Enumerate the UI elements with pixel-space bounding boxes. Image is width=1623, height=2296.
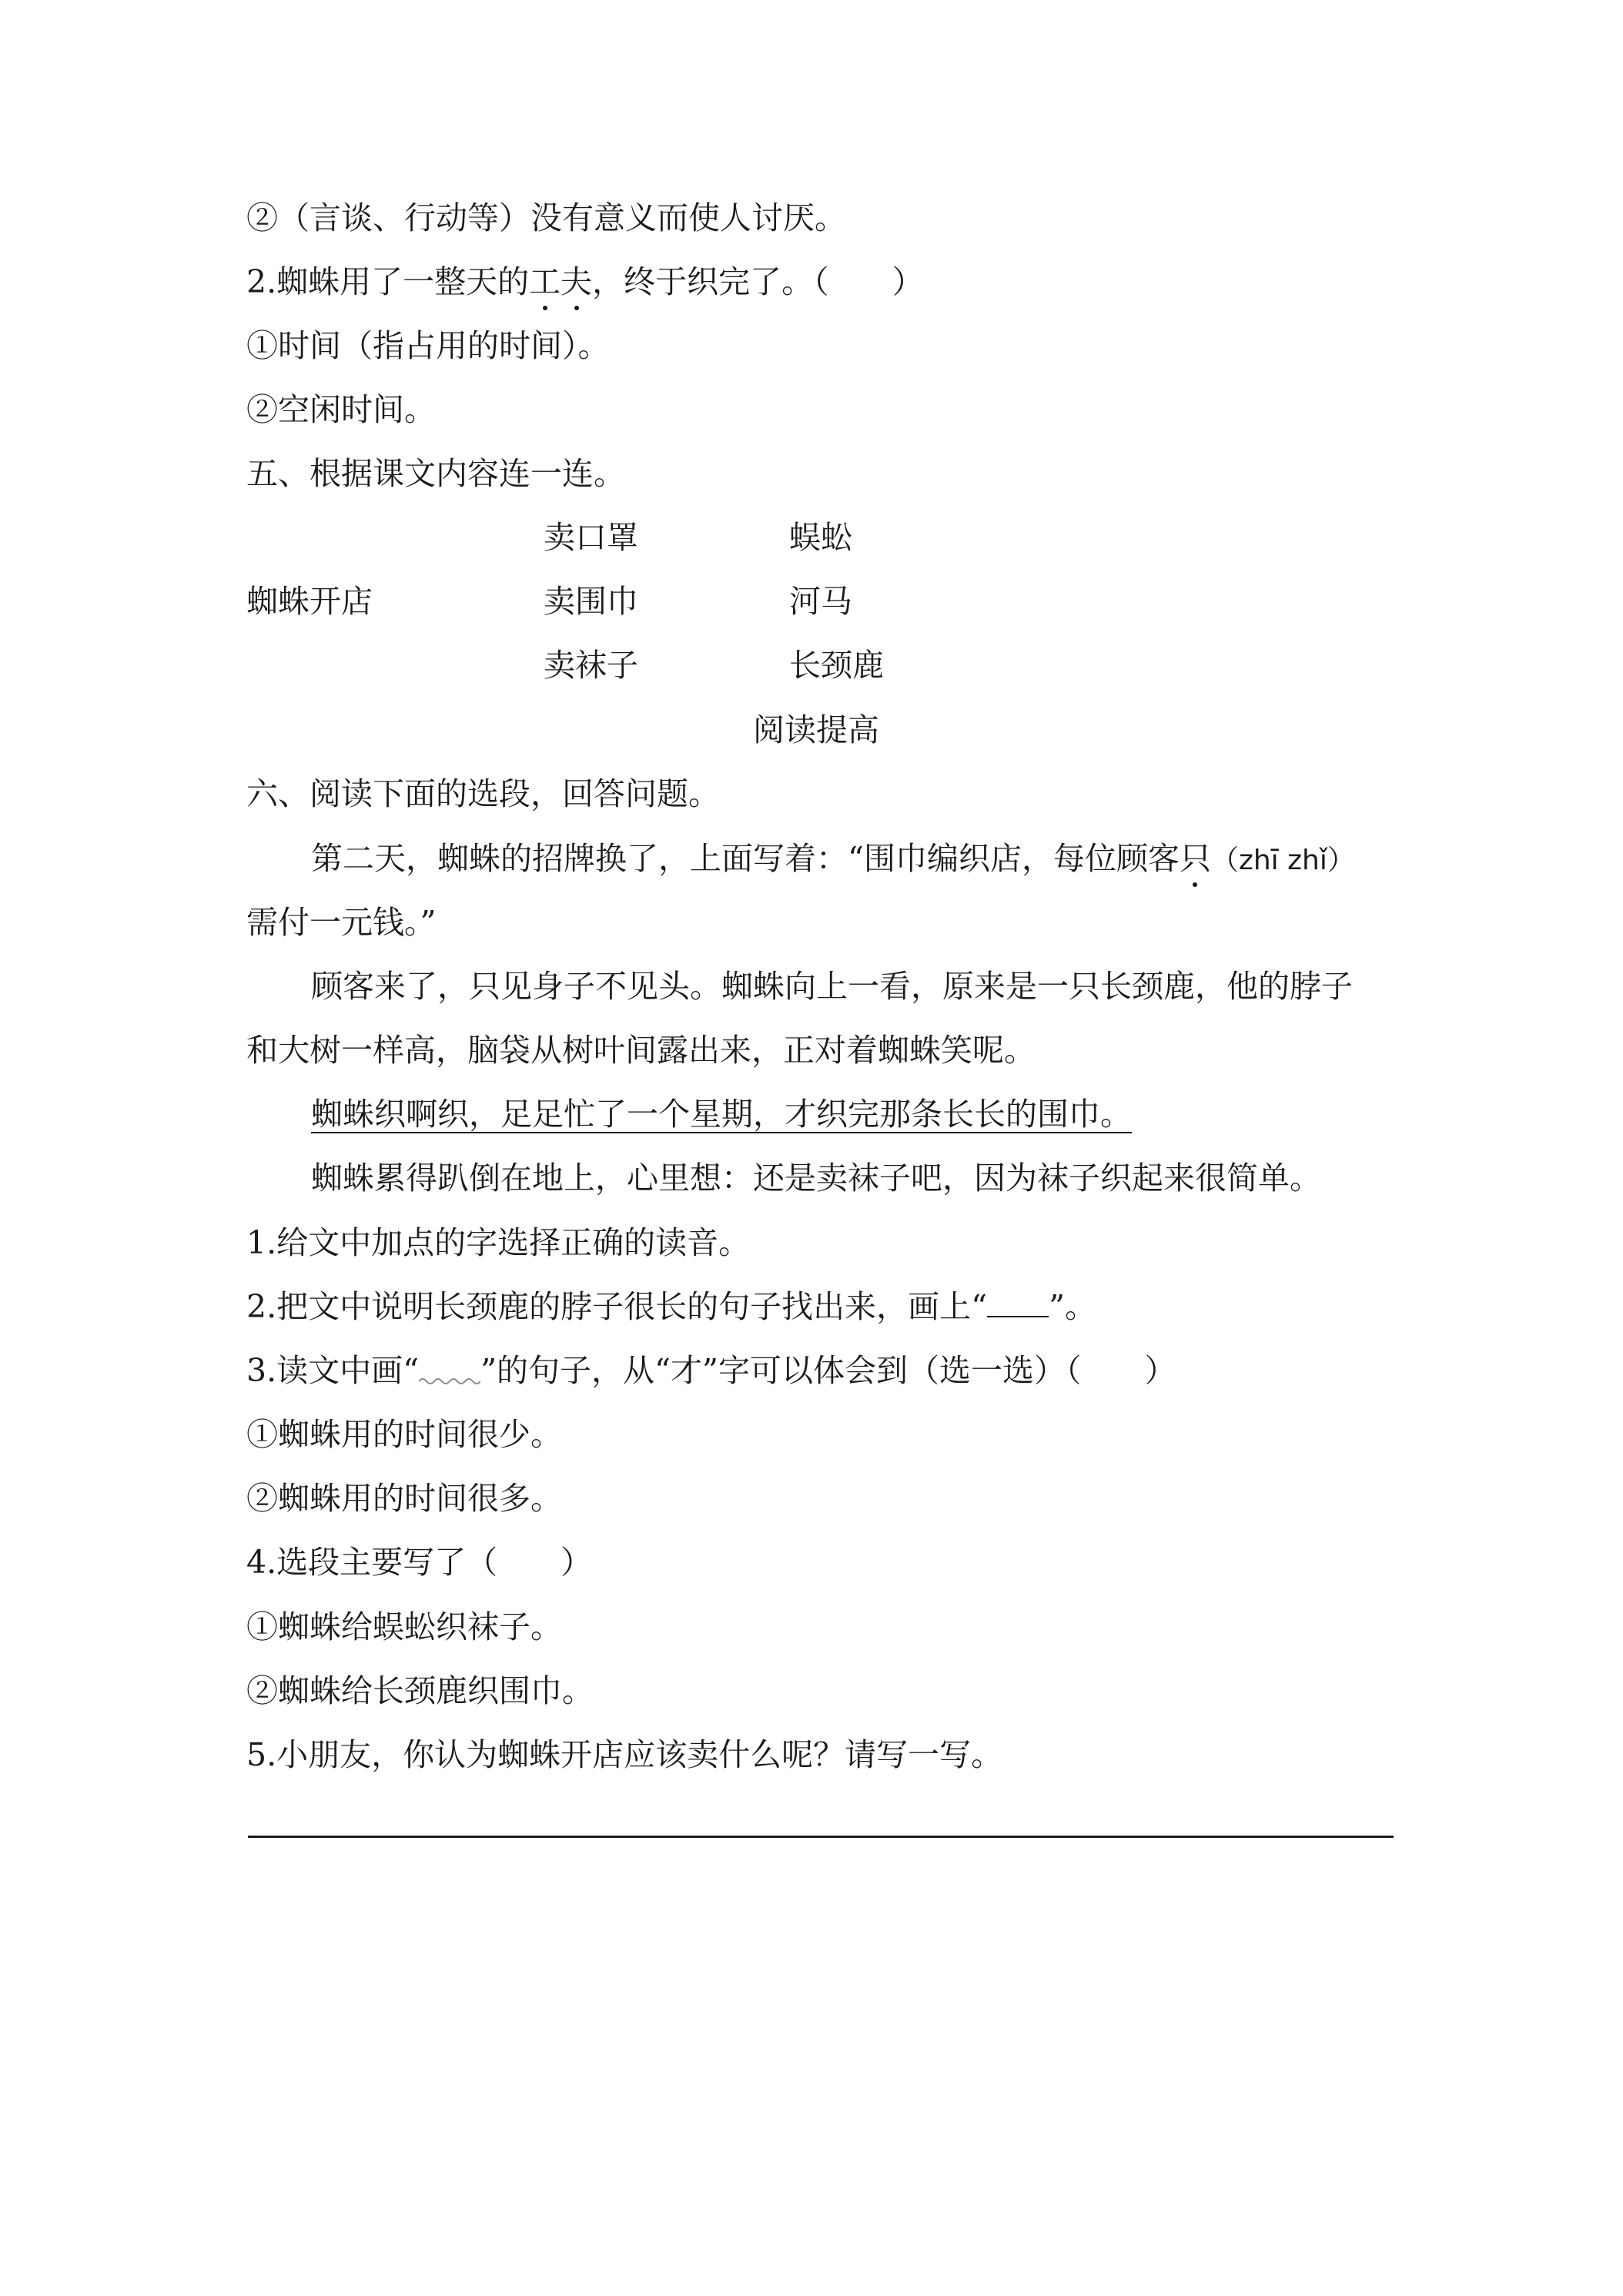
section-5-title: 五、根据课文内容连一连。 <box>246 455 625 492</box>
q2-text-pre: 2.蜘蛛用了一整天的 <box>246 263 530 300</box>
question-2-word-meaning <box>246 260 924 303</box>
dotted-char: 工 <box>529 260 561 303</box>
match-item-right: 河马 <box>789 583 852 620</box>
option-line: ②蜘蛛给长颈鹿织围巾。 <box>246 1672 594 1709</box>
q3-text-b: ”的句子，从“才”字可以体会到（选一选）（ ） <box>480 1352 1176 1389</box>
option-line: ①时间（指占用的时间）。 <box>246 327 610 364</box>
dotted-char: 夫 <box>561 260 592 303</box>
dotted-char: 只 <box>1180 837 1211 880</box>
option-line: ②空闲时间。 <box>246 391 436 428</box>
match-item-left: 蜘蛛开店 <box>246 583 373 620</box>
question-4: 4.选段主要写了（ ） <box>246 1544 593 1581</box>
match-item-middle: 卖袜子 <box>544 647 638 684</box>
pinyin-choice: （zhī zhǐ） <box>1210 845 1355 876</box>
q2-text-post: ，终于织完了。（ ） <box>592 263 924 300</box>
passage-text: 第二天，蜘蛛的招牌换了，上面写着：“围巾编织店，每位顾客 <box>311 840 1180 877</box>
passage-paragraph-4: 蜘蛛累得趴倒在地上，心里想：还是卖袜子吧，因为袜子织起来很简单。 <box>311 1160 1321 1197</box>
option-line: ①蜘蛛给蜈蚣织袜子。 <box>246 1608 562 1645</box>
q2-text-b: ”。 <box>1049 1288 1097 1325</box>
option-line: ②（言谈、行动等）没有意义而使人讨厌。 <box>246 199 846 236</box>
match-item-right: 蜈蚣 <box>789 519 852 556</box>
section-6-title: 六、阅读下面的选段，回答问题。 <box>246 775 720 812</box>
question-2 <box>246 1285 1096 1328</box>
match-item-right: 长颈鹿 <box>789 647 884 684</box>
question-5: 5.小朋友，你认为蜘蛛开店应该卖什么呢？请写一写。 <box>246 1736 1003 1773</box>
question-1: 1.给文中加点的字选择正确的读音。 <box>246 1224 751 1261</box>
passage-paragraph-1-cont: 需付一元钱。” <box>246 904 437 941</box>
q2-text-a: 2.把文中说明长颈鹿的脖子很长的句子找出来，画上“ <box>246 1288 988 1325</box>
straight-underline-sample <box>987 1293 1049 1317</box>
underlined-sentence: 蜘蛛织啊织，足足忙了一个星期，才织完那条长长的围巾。 <box>311 1096 1132 1133</box>
match-item-middle: 卖围巾 <box>544 583 638 620</box>
reading-heading: 阅读提高 <box>753 711 879 748</box>
wavy-underline-sample <box>419 1358 480 1381</box>
passage-paragraph-2-cont: 和大树一样高，脑袋从树叶间露出来，正对着蜘蛛笑呢。 <box>246 1032 1036 1069</box>
question-3 <box>246 1349 1176 1392</box>
match-item-middle: 卖口罩 <box>544 519 638 556</box>
passage-paragraph-1 <box>311 837 1355 882</box>
passage-paragraph-2: 顾客来了，只见身子不见头。蜘蛛向上一看，原来是一只长颈鹿，他的脖子 <box>311 968 1353 1005</box>
option-line: ②蜘蛛用的时间很多。 <box>246 1480 562 1517</box>
answer-line[interactable] <box>248 1836 1394 1838</box>
option-line: ①蜘蛛用的时间很少。 <box>246 1416 562 1453</box>
q3-text-a: 3.读文中画“ <box>246 1352 420 1389</box>
